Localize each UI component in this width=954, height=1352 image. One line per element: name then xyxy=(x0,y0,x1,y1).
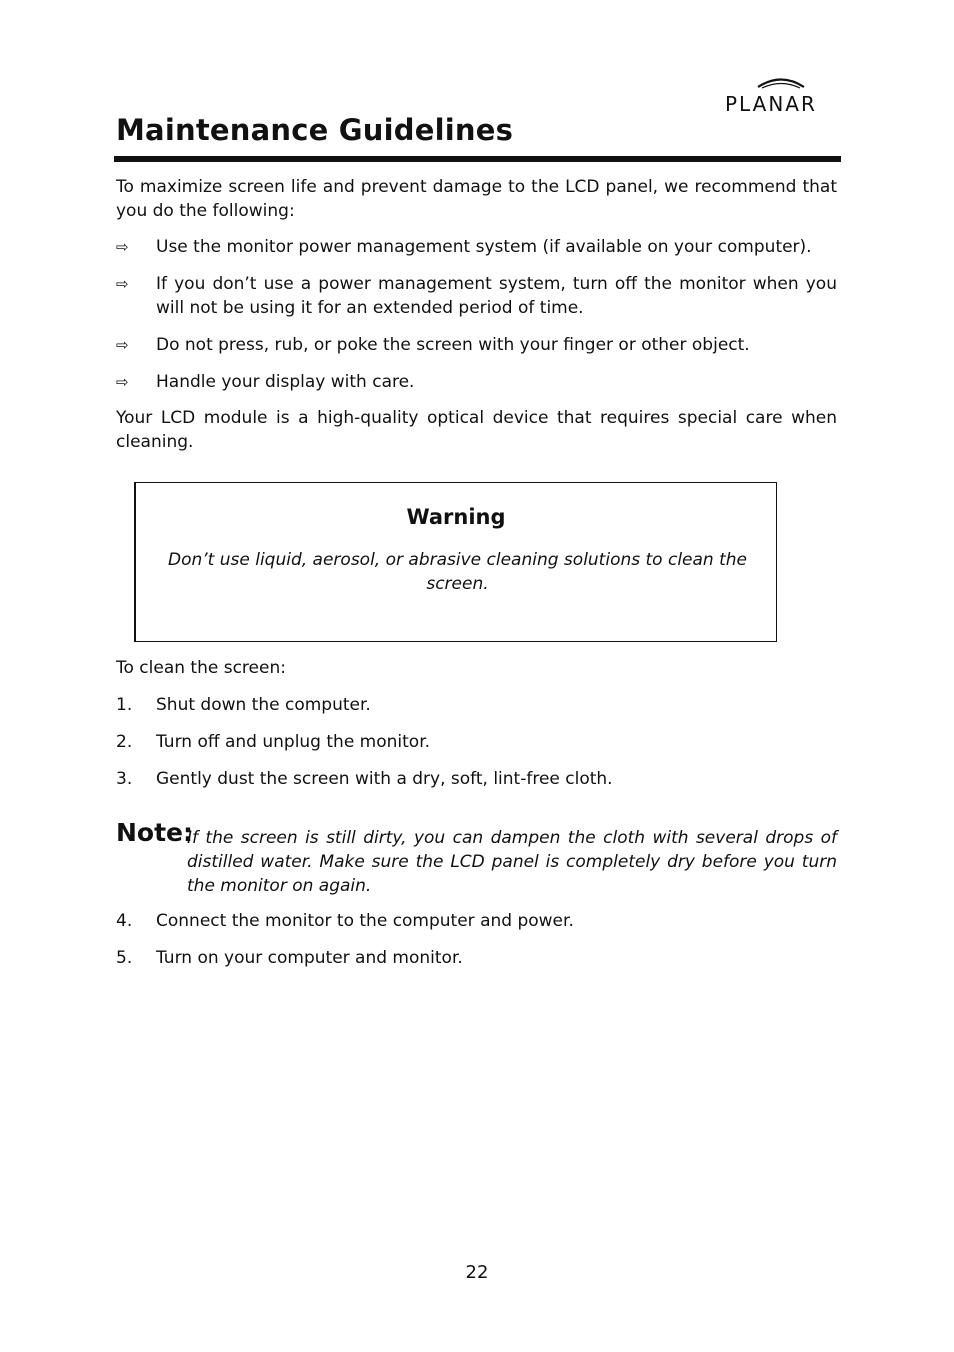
step-number: 5. xyxy=(116,948,133,968)
note-text: If the screen is still dirty, you can dampen the cloth with several drops of distilled water. Make sure the LCD panel is completely dry before you turn the monitor on again. xyxy=(187,828,837,896)
list-item-text: Handle your display with care. xyxy=(156,372,415,392)
arrow-right-icon: ⇨ xyxy=(116,336,129,354)
arrow-right-icon: ⇨ xyxy=(116,275,129,293)
page-number: 22 xyxy=(465,1262,489,1283)
list-item-text: If you don’t use a power management system, turn off the monitor when you will not be using it for an extended period of time. xyxy=(156,274,837,318)
clean-intro: To clean the screen: xyxy=(116,658,286,678)
warning-box xyxy=(134,482,777,642)
arrow-right-icon: ⇨ xyxy=(116,373,129,391)
list-item-text: Connect the monitor to the computer and power. xyxy=(156,911,574,931)
list-item-text: Gently dust the screen with a dry, soft, lint-free cloth. xyxy=(156,769,613,789)
logo-wordmark: PLANAR xyxy=(725,92,817,116)
step-number: 4. xyxy=(116,911,133,931)
list-item-text: Shut down the computer. xyxy=(156,695,371,715)
list-item-text: Turn off and unplug the monitor. xyxy=(156,732,431,752)
care-paragraph: Your LCD module is a high-quality optical device that requires special care when cleaning. xyxy=(116,408,837,452)
list-item-text: Do not press, rub, or poke the screen with your finger or other object. xyxy=(156,335,750,355)
step-number: 2. xyxy=(116,732,133,752)
step-number: 3. xyxy=(116,769,133,789)
intro-paragraph: To maximize screen life and prevent damage to the LCD panel, we recommend that you do the following: xyxy=(116,177,837,221)
planar-logo xyxy=(722,76,840,116)
warning-text: Don’t use liquid, aerosol, or abrasive cleaning solutions to clean the screen. xyxy=(167,550,748,594)
note-label: Note: xyxy=(116,818,194,847)
arrow-right-icon: ⇨ xyxy=(116,238,129,256)
list-item-text: Turn on your computer and monitor. xyxy=(156,948,463,968)
page-title: Maintenance Guidelines xyxy=(116,113,514,147)
list-item-text: Use the monitor power management system (if available on your computer). xyxy=(156,237,812,257)
step-number: 1. xyxy=(116,695,133,715)
warning-title: Warning xyxy=(406,505,506,529)
logo-arc-icon xyxy=(756,76,806,90)
title-rule xyxy=(114,156,841,162)
